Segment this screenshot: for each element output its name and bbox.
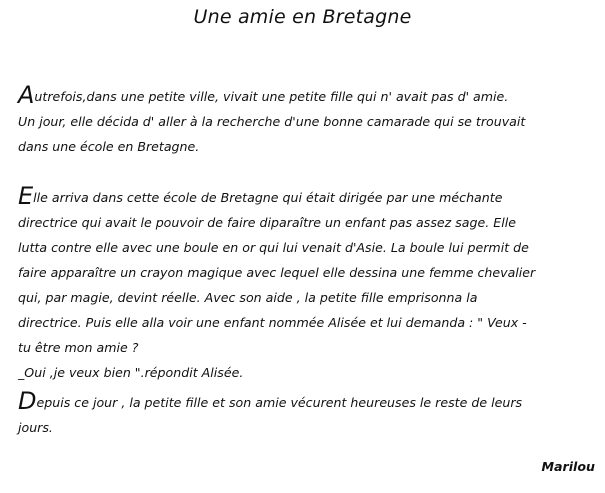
paragraph-line: directrice qui avait le pouvoir de faire diparaître un enfant pas assez sage. Elle	[18, 215, 516, 230]
paragraph-line: tu être mon amie ?	[18, 340, 139, 355]
paragraph-line: qui, par magie, devint réelle. Avec son aide , la petite fille emprisonna la	[18, 290, 478, 305]
paragraph-line: jours.	[18, 420, 53, 435]
drop-cap: E	[18, 182, 34, 210]
paragraph-line	[18, 81, 590, 109]
drop-cap: D	[18, 387, 37, 415]
line-text: lle arriva dans cette école de Bretagne qui était dirigée par une méchante	[33, 190, 503, 205]
author-signature: Marilou	[541, 459, 595, 474]
paragraph-line: _Oui ,je veux bien ".répondit Alisée.	[18, 365, 244, 380]
paragraph-2	[18, 182, 590, 385]
drop-cap: A	[18, 81, 35, 109]
paragraph-1	[18, 81, 590, 159]
paragraph-line	[18, 387, 590, 415]
paragraph-line: Un jour, elle décida d' aller à la recherche d'une bonne camarade qui se trouvait	[18, 114, 526, 129]
paragraph-3	[18, 387, 590, 440]
paragraph-line: lutta contre elle avec une boule en or qui lui venait d'Asie. La boule lui permit de	[18, 240, 529, 255]
paragraph-line	[18, 182, 590, 210]
line-text: epuis ce jour , la petite fille et son amie vécurent heureuses le reste de leurs	[36, 395, 523, 410]
paragraph-line: directrice. Puis elle alla voir une enfant nommée Alisée et lui demanda : " Veux -	[18, 315, 527, 330]
paragraph-line: dans une école en Bretagne.	[18, 139, 200, 154]
paragraph-line: faire apparaître un crayon magique avec lequel elle dessina une femme chevalier	[18, 265, 536, 280]
story-title: Une amie en Bretagne	[193, 6, 412, 28]
line-text: utrefois,dans une petite ville, vivait une petite fille qui n' avait pas d' amie.	[34, 89, 509, 104]
